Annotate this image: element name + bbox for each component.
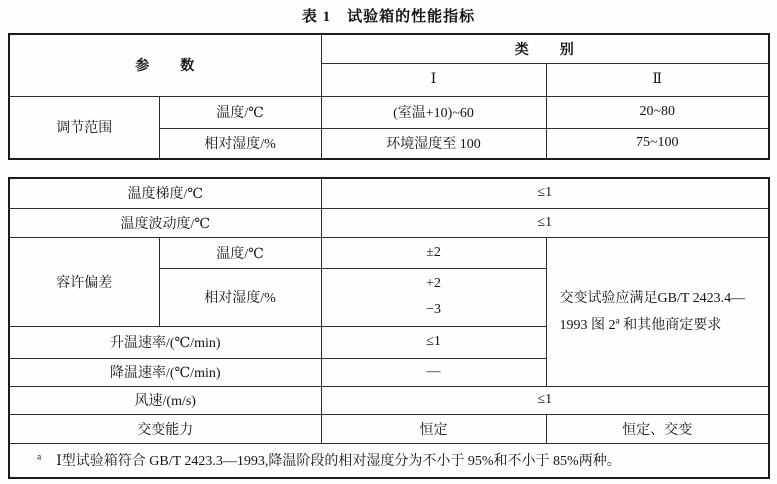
cell-airspeed-value: ≤1	[321, 386, 769, 414]
cell-group-deviation: 容许偏差	[9, 237, 159, 326]
note-line-2: 1993 图 2$^a$ 和其他商定要求	[559, 315, 722, 333]
cell-cooldown-value: —	[321, 358, 546, 386]
cell-gradient-label: 温度梯度/℃	[9, 178, 321, 208]
cell-mode-type1: 恒定	[321, 414, 546, 443]
table-title: 表 1 试验箱的性能指标	[301, 9, 476, 25]
cell-mode-label: 交变能力	[9, 414, 321, 443]
footnote-marker: a	[37, 452, 42, 463]
header-type-2: Ⅱ	[546, 63, 769, 96]
cell-cooldown-label: 降温速率/(℃/min)	[9, 358, 321, 386]
header-category: 类 别	[321, 34, 769, 63]
cell-airspeed-label: 风速/(m/s)	[9, 386, 321, 414]
cell-dev-rh-label: 相对湿度/%	[159, 268, 321, 326]
footnote	[9, 443, 769, 478]
table-adjustment-range	[8, 33, 770, 160]
cell-rh-type1: 环境湿度至 100	[321, 128, 546, 159]
cell-dev-temp-value: ±2	[321, 237, 546, 268]
cell-group-adjust-range: 调节范围	[9, 96, 159, 159]
note-line-1: 交变试验应满足GB/T 2423.4—	[559, 290, 746, 306]
header-parameter: 参 数	[9, 34, 321, 96]
cell-heatup-value: ≤1	[321, 326, 546, 358]
cell-dev-rh-value: +2 −3	[321, 268, 546, 326]
table-performance	[8, 177, 770, 479]
header-type-1: Ⅰ	[321, 63, 546, 96]
cell-dev-temp-label: 温度/℃	[159, 237, 321, 268]
cell-temp-type2: 20~80	[546, 96, 769, 128]
cell-rh-type2: 75~100	[546, 128, 769, 159]
cell-temp-label: 温度/℃	[159, 96, 321, 128]
footnote-marker-ref: a	[615, 315, 620, 326]
cell-temp-type1: (室温+10)~60	[321, 96, 546, 128]
cell-mode-type2: 恒定、交变	[546, 414, 769, 443]
cell-fluctuation-value: ≤1	[321, 208, 769, 237]
cell-fluctuation-label: 温度波动度/℃	[9, 208, 321, 237]
cell-rh-label: 相对湿度/%	[159, 128, 321, 159]
cell-heatup-label: 升温速率/(℃/min)	[9, 326, 321, 358]
footnote-text: Ⅰ型试验箱符合 GB/T 2423.3—1993,降温阶段的相对湿度分为不小于 95%和不小于 85%两种。	[56, 454, 621, 470]
cell-alternating-test-note	[546, 237, 769, 386]
cell-gradient-value: ≤1	[321, 178, 769, 208]
